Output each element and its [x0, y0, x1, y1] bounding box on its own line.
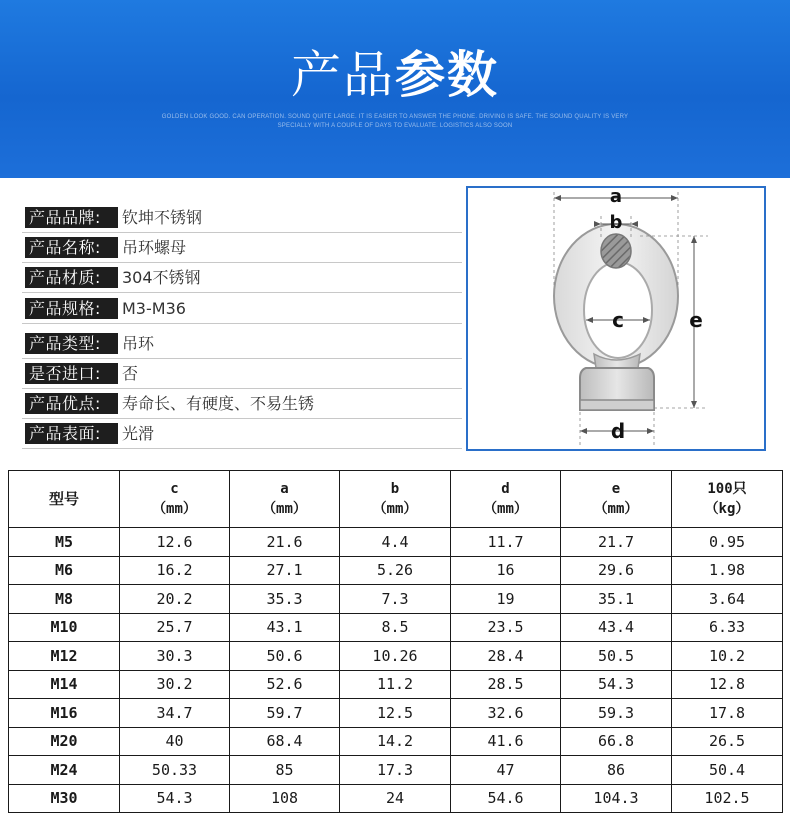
table-row [9, 756, 783, 785]
page-title [0, 44, 790, 106]
cell-model: M10 [9, 613, 120, 642]
dim-e-arrow-bottom [691, 401, 697, 408]
header-a [230, 471, 340, 528]
table-cell: 21.6 [230, 528, 340, 557]
table-cell: 4.4 [340, 528, 451, 557]
cell-model: M20 [9, 727, 120, 756]
spec-value: 304不锈钢 [122, 268, 201, 287]
table-cell: 52.6 [230, 670, 340, 699]
table-cell: 16 [451, 556, 561, 585]
spec-label: 产品名称: [25, 237, 118, 258]
header-line2: （kg） [704, 501, 750, 517]
table-cell: 23.5 [451, 613, 561, 642]
table-cell: 54.3 [561, 670, 672, 699]
table-cell: 85 [230, 756, 340, 785]
table-cell: 8.5 [340, 613, 451, 642]
header-b [340, 471, 451, 528]
spec-row-surface [22, 419, 462, 449]
table-cell: 59.7 [230, 699, 340, 728]
label-a: a [609, 188, 623, 207]
table-cell: 6.33 [672, 613, 783, 642]
table-cell: 28.5 [451, 670, 561, 699]
spec-value: 寿命长、有硬度、不易生锈 [122, 394, 315, 413]
header-e [561, 471, 672, 528]
table-cell: 16.2 [120, 556, 230, 585]
header-line2: （mm） [593, 501, 639, 517]
table-cell: 34.7 [120, 699, 230, 728]
header-line1: b [390, 481, 400, 497]
table-cell: 50.4 [672, 756, 783, 785]
spec-value: 吊环 [122, 334, 155, 353]
spec-row-brand [22, 203, 462, 233]
nut-base-flange [580, 400, 654, 410]
table-cell: 25.7 [120, 613, 230, 642]
table-cell: 12.5 [340, 699, 451, 728]
dim-a-arrow-right [671, 195, 678, 201]
table-row [9, 727, 783, 756]
table-cell: 20.2 [120, 585, 230, 614]
spec-label: 产品规格: [25, 298, 118, 319]
header-model [9, 471, 120, 528]
table-cell: 32.6 [451, 699, 561, 728]
label-b: b [609, 212, 623, 233]
table-cell: 24 [340, 784, 451, 813]
table-row [9, 556, 783, 585]
section-hatch [601, 234, 631, 268]
header-line2: （mm） [152, 501, 197, 517]
table-cell: 43.4 [561, 613, 672, 642]
cell-model: M12 [9, 642, 120, 671]
table-cell: 26.5 [672, 727, 783, 756]
table-cell: 27.1 [230, 556, 340, 585]
label-d: d [610, 419, 626, 443]
table-row [9, 670, 783, 699]
table-cell: 108 [230, 784, 340, 813]
cell-model: M30 [9, 784, 120, 813]
cell-model: M6 [9, 556, 120, 585]
table-cell: 5.26 [340, 556, 451, 585]
cell-model: M8 [9, 585, 120, 614]
table-cell: 29.6 [561, 556, 672, 585]
spec-row-imported [22, 359, 462, 389]
dim-d-arrow-right [647, 428, 654, 434]
header-line2: （mm） [483, 501, 528, 517]
table-cell: 35.3 [230, 585, 340, 614]
dim-d-arrow-left [580, 428, 587, 434]
dim-e-arrow-top [691, 236, 697, 243]
header-line1: 100只 [707, 481, 747, 497]
table-cell: 10.26 [340, 642, 451, 671]
table-row [9, 642, 783, 671]
spec-divider [22, 448, 462, 449]
table-cell: 59.3 [561, 699, 672, 728]
header-line2: （mm） [372, 501, 418, 517]
header-line2: （mm） [262, 501, 307, 517]
table-cell: 54.6 [451, 784, 561, 813]
table-cell: 19 [451, 585, 561, 614]
table-cell: 54.3 [120, 784, 230, 813]
header-line1: a [280, 481, 289, 497]
banner-subtitle-line2: SPECIALLY WITH A COUPLE OF DAYS TO EVALUATE. LOGISTICS ALSO SOON [277, 123, 513, 129]
cell-model: M16 [9, 699, 120, 728]
header-banner [0, 0, 790, 178]
table-cell: 21.7 [561, 528, 672, 557]
table-cell: 12.6 [120, 528, 230, 557]
header-c [120, 471, 230, 528]
banner-subtitle-line1: GOLDEN LOOK GOOD. CAN OPERATION. SOUND QUITE LARGE. IT IS EASIER TO ANSWER THE PHONE. DRIVING IS SAFE. THE SOUND QUALITY IS VERY [161, 114, 629, 120]
spec-row-type [22, 329, 462, 359]
table-body [9, 528, 783, 813]
spec-label: 是否进口: [25, 363, 118, 384]
spec-label: 产品品牌: [25, 207, 118, 228]
table-cell: 66.8 [561, 727, 672, 756]
table-cell: 40 [120, 727, 230, 756]
table-row [9, 585, 783, 614]
spec-label: 产品类型: [25, 333, 118, 354]
table-cell: 7.3 [340, 585, 451, 614]
table-row [9, 784, 783, 813]
table-cell: 12.8 [672, 670, 783, 699]
table-row [9, 528, 783, 557]
table-cell: 102.5 [672, 784, 783, 813]
cell-model: M14 [9, 670, 120, 699]
header-line1: c [170, 481, 179, 497]
size-spec-table [8, 470, 783, 813]
table-cell: 104.3 [561, 784, 672, 813]
title-bold-part: 参数 [395, 46, 499, 104]
label-e: e [689, 308, 703, 332]
table-row [9, 699, 783, 728]
spec-row-advantages [22, 389, 462, 419]
table-cell: 47 [451, 756, 561, 785]
eye-nut-diagram [466, 186, 766, 451]
table-cell: 50.33 [120, 756, 230, 785]
label-c: c [612, 308, 624, 332]
spec-row-material [22, 263, 462, 293]
table-cell: 41.6 [451, 727, 561, 756]
table-cell: 3.64 [672, 585, 783, 614]
spec-value: 吊环螺母 [122, 238, 187, 257]
table-header-row [9, 471, 783, 528]
table-cell: 50.5 [561, 642, 672, 671]
spec-label: 产品材质: [25, 267, 118, 288]
spec-divider [22, 292, 462, 293]
table-cell: 17.8 [672, 699, 783, 728]
table-cell: 10.2 [672, 642, 783, 671]
title-light-part: 产品 [291, 46, 395, 104]
table-cell: 50.6 [230, 642, 340, 671]
cell-model: M24 [9, 756, 120, 785]
table-cell: 1.98 [672, 556, 783, 585]
table-cell: 14.2 [340, 727, 451, 756]
header-line1: d [501, 481, 510, 497]
header-d [451, 471, 561, 528]
table-cell: 35.1 [561, 585, 672, 614]
header-line1: 型号 [48, 489, 79, 508]
table-cell: 0.95 [672, 528, 783, 557]
table-cell: 43.1 [230, 613, 340, 642]
table-cell: 11.7 [451, 528, 561, 557]
table-cell: 30.2 [120, 670, 230, 699]
spec-value: 否 [122, 364, 139, 383]
table-cell: 86 [561, 756, 672, 785]
cell-model: M5 [9, 528, 120, 557]
header-line1: e [611, 481, 621, 497]
spec-value: 光滑 [122, 424, 155, 443]
spec-row-size [22, 294, 462, 324]
table-row [9, 613, 783, 642]
spec-label: 产品表面: [25, 423, 118, 444]
spec-divider [22, 323, 462, 324]
table-cell: 28.4 [451, 642, 561, 671]
table-cell: 68.4 [230, 727, 340, 756]
spec-label: 产品优点: [25, 393, 118, 414]
spec-value: M3-M36 [122, 299, 186, 318]
table-cell: 17.3 [340, 756, 451, 785]
spec-row-name [22, 233, 462, 263]
table-cell: 11.2 [340, 670, 451, 699]
table-cell: 30.3 [120, 642, 230, 671]
dim-a-arrow-left [554, 195, 561, 201]
eye-nut-drawing [468, 188, 764, 449]
header-weight [672, 471, 783, 528]
spec-value: 钦坤不锈钢 [122, 208, 203, 227]
